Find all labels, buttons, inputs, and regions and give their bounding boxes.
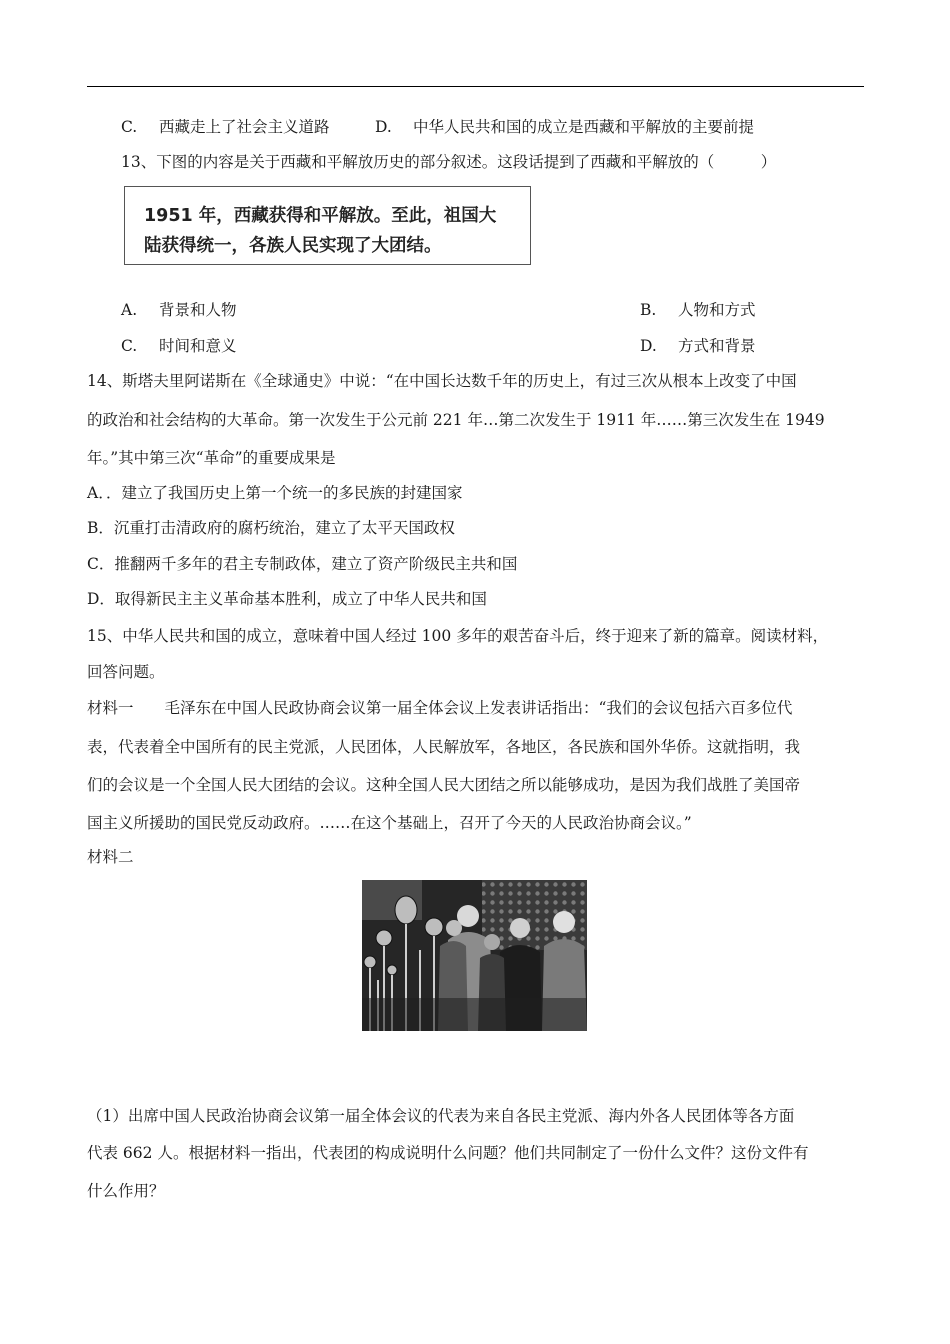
q14-stem-line: 的政治和社会结构的大革命。第一次发生于公元前 221 年…第二次发生于 1911 年……第三次发生在 1949 bbox=[87, 411, 825, 429]
q13-option-a: A. 背景和人物 bbox=[121, 301, 237, 319]
q12-option-c: C. 西藏走上了社会主义道路 bbox=[121, 118, 330, 136]
q14-stem-line: 年。”其中第三次“革命”的重要成果是 bbox=[87, 449, 336, 467]
quote-line: 1951 年，西藏获得和平解放。至此，祖国大 bbox=[144, 206, 497, 226]
q14-stem-line: 14、斯塔夫里阿诺斯在《全球通史》中说：“在中国长达数千年的历史上，有过三次从根本上改变了中国 bbox=[87, 372, 797, 390]
q14-option-b: B．沉重打击清政府的腐朽统治，建立了太平天国政权 bbox=[87, 519, 455, 537]
q13-option-b: B. 人物和方式 bbox=[640, 301, 756, 319]
q15-stem-line: 15、中华人民共和国的成立，意味着中国人经过 100 多年的艰苦奋斗后，终于迎来了新的篇章。阅读材料， bbox=[87, 627, 829, 645]
q13-option-c: C. 时间和意义 bbox=[121, 337, 237, 355]
q12-option-d: D. 中华人民共和国的成立是西藏和平解放的主要前提 bbox=[375, 118, 755, 136]
header-rule bbox=[87, 86, 864, 87]
q15-stem-line: 回答问题。 bbox=[87, 663, 165, 681]
sub-question-1-line: 什么作用？ bbox=[87, 1182, 165, 1200]
founding-ceremony-photo bbox=[362, 880, 587, 1031]
sub-question-1-line: 代表 662 人。根据材料一指出，代表团的构成说明什么问题？他们共同制定了一份什么文件？这份文件有 bbox=[87, 1144, 809, 1162]
material2-label: 材料二 bbox=[87, 848, 134, 866]
q14-option-a: A．．建立了我国历史上第一个统一的多民族的封建国家 bbox=[87, 484, 463, 502]
sub-question-1-line: （1）出席中国人民政治协商会议第一届全体会议的代表为来自各民主党派、海内外各人民团体等各方面 bbox=[87, 1107, 795, 1125]
q13-option-d: D. 方式和背景 bbox=[640, 337, 756, 355]
q14-option-d: D．取得新民主主义革命基本胜利，成立了中华人民共和国 bbox=[87, 590, 487, 608]
material1-line: 国主义所援助的国民党反动政府。……在这个基础上，召开了今天的人民政治协商会议。” bbox=[87, 814, 692, 832]
quote-line: 陆获得统一，各族人民实现了大团结。 bbox=[144, 236, 442, 256]
material1-line: 们的会议是一个全国人民大团结的会议。这种全国人民大团结之所以能够成功，是因为我们战胜了美国帝 bbox=[87, 776, 801, 794]
material1-line: 材料一 毛泽东在中国人民政协商会议第一届全体会议上发表讲话指出：“我们的会议包括六百多位代 bbox=[87, 699, 793, 717]
q14-option-c: C．推翻两千多年的君主专制政体，建立了资产阶级民主共和国 bbox=[87, 555, 518, 573]
q13-quote-box bbox=[124, 186, 531, 265]
material1-line: 表，代表着全中国所有的民主党派，人民团体，人民解放军，各地区，各民族和国外华侨。这就指明，我 bbox=[87, 738, 801, 756]
q13-stem: 13、下图的内容是关于西藏和平解放历史的部分叙述。这段话提到了西藏和平解放的（ ） bbox=[121, 153, 777, 171]
